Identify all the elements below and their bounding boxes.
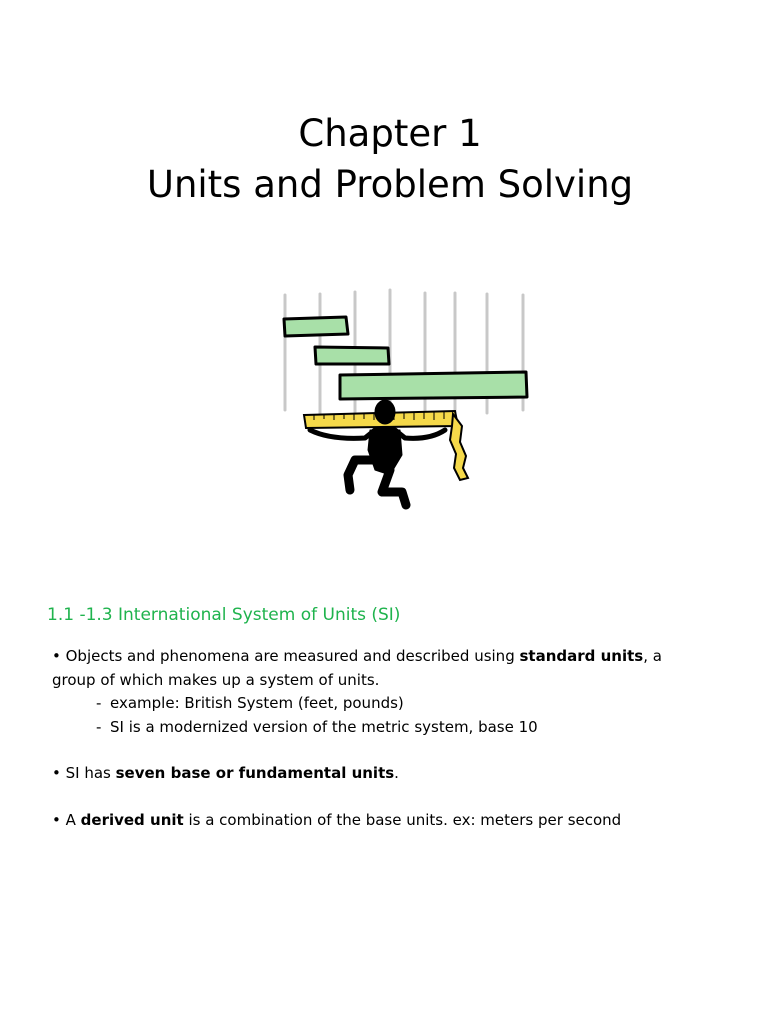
bullet-list: [52, 645, 732, 832]
bullet-standard-units: • Objects and phenomena are measured and described using standard units, a group of which makes up a system of units.: [52, 647, 662, 689]
sub-item-british-system: - example: British System (feet, pounds): [96, 694, 404, 712]
bullet-base-units: • SI has seven base or fundamental units.: [52, 764, 399, 782]
title-line-2: Units and Problem Solving: [146, 163, 634, 206]
title-line-1: Chapter 1: [298, 112, 482, 155]
slide-title: [0, 108, 768, 210]
sub-item-si-metric: - SI is a modernized version of the metric system, base 10: [96, 717, 538, 736]
bullet-derived-unit: • A derived unit is a combination of the base units. ex: meters per second: [52, 810, 622, 829]
person-lifting-ruler-icon: [270, 280, 540, 520]
section-heading: 1.1 -1.3 International System of Units (SI): [47, 605, 401, 625]
